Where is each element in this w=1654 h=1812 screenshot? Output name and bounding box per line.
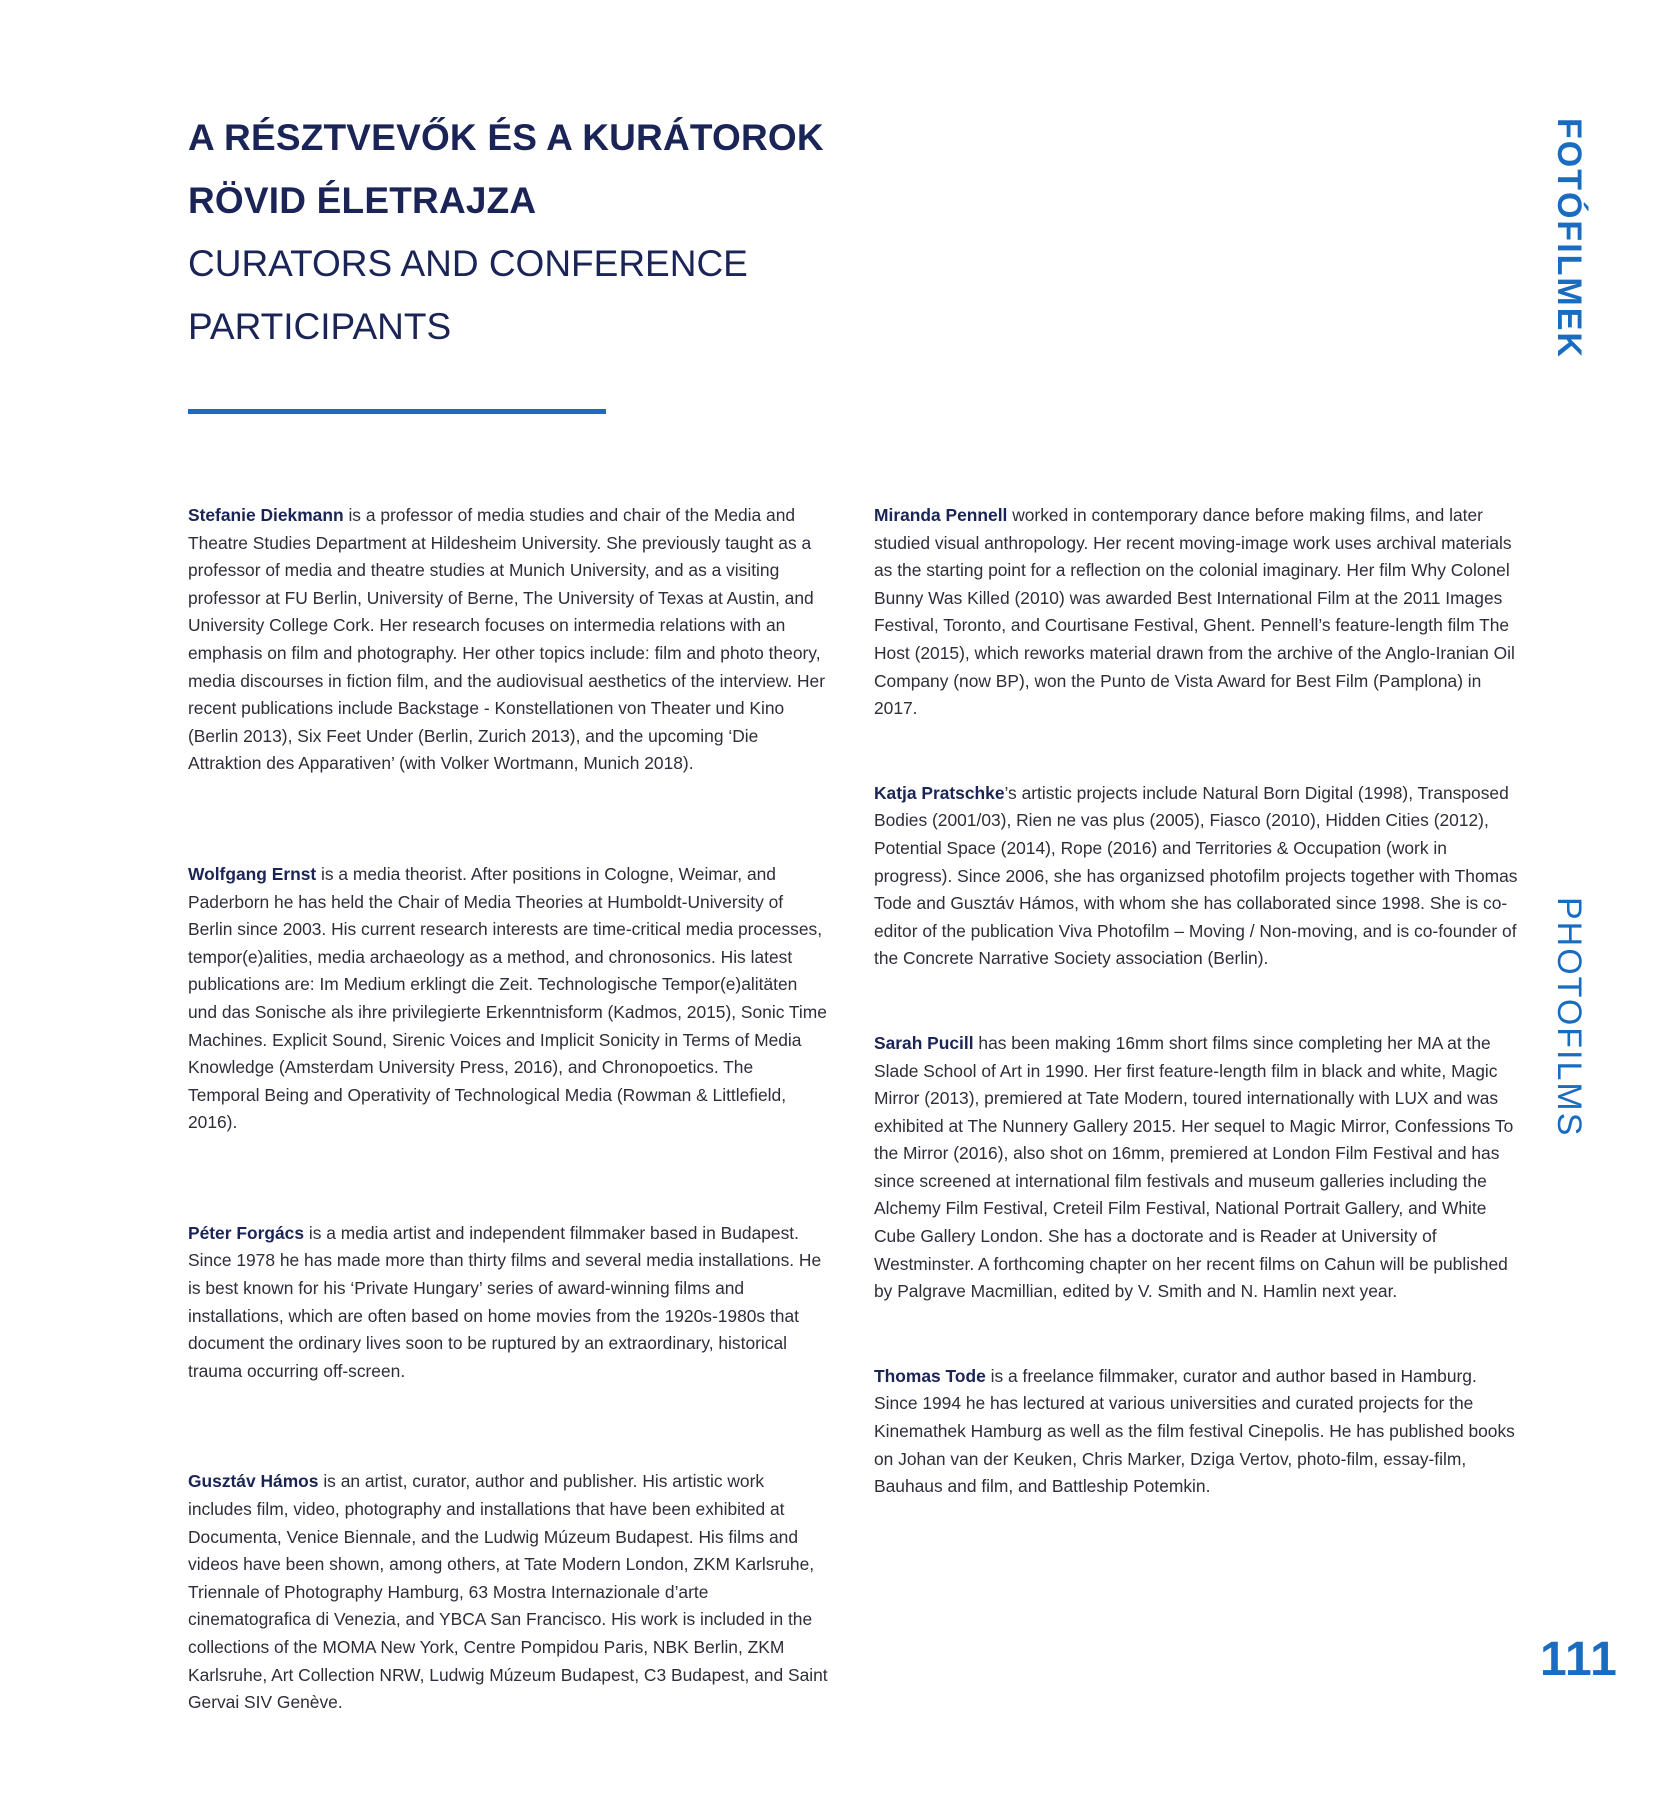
bio-katja-pratschke [874, 780, 1522, 973]
bio-name: Miranda Pennell [874, 505, 1008, 525]
bio-text: is a media artist and independent filmmaker based in Budapest. Since 1978 he has made more than thirty films and several media installations. He is best known for his ‘Private Hungary’ series of award-winning films and installations, which are often based on home movies from the 1920s-1980s that document the ordinary lives soon to be ruptured by an extraordinary, historical trauma occurring off-screen. [188, 1222, 822, 1381]
section-label-english: PHOTOFILMS [1550, 897, 1588, 1138]
title-en-line-2: PARTICIPANTS [188, 306, 452, 347]
bio-name: Sarah Pucill [874, 1032, 974, 1053]
bio-text: is an artist, curator, author and publisher. His artistic work includes film, video, photography and installations that have been exhibited at Documenta, Venice Biennale, and the Ludwig Múzeum Budapest. His films and videos have been shown, among others, at Tate Modern London, ZKM Karlsruhe, Triennale of Photography Hamburg, 63 Mostra Internazionale d’arte cinematografica di Venezia, and YBCA San Francisco. His work is included in the collections of the MOMA New York, Centre Pompidou Paris, NBK Berlin, ZKM Karlsruhe, Art Collection NRW, Ludwig Múzeum Budapest, C3 Budapest, and Saint Gervai SIV Genève. [188, 1471, 828, 1713]
bio-text: has been making 16mm short films since completing her MA at the Slade School of Art in 1990. Her first feature-length film in black and white, Magic Mirror (2013), premiered at Tate Modern, toured internationally with LUX and was exhibited at The Nunnery Gallery 2015. Her sequel to Magic Mirror, Confessions To the Mirror (2016), also shot on 16mm, premiered at London Film Festival and has since screened at international film festivals and museum galleries including the Alchemy Film Festival, Creteil Film Festival, National Portrait Gallery, and White Cube Gallery London. She has a doctorate and is Reader at University of Westminster. A forthcoming chapter on her recent films on Cahun will be published by Palgrave Macmillian, edited by V. Smith and N. Hamlin next year. [874, 1032, 1514, 1302]
title-hu-line-2: RÖVID ÉLETRAJZA [188, 180, 537, 221]
bio-name: Wolfgang Ernst [188, 863, 317, 884]
title-hu-line-1: A RÉSZTVEVŐK ÉS A KURÁTOROK [188, 117, 824, 158]
bio-name: Gusztáv Hámos [188, 1471, 319, 1492]
bio-text: is a freelance filmmaker, curator and author based in Hamburg. Since 1994 he has lectured at various universities and curated projects for the Kinemathek Hamburg as well as the film festival Cinepolis. He has published books on Johan van der Keuken, Chris Marker, Dziga Vertov, photo-film, essay-film, Bauhaus and film, and Battleship Potemkin. [874, 1365, 1515, 1497]
bio-peter-forgacs [188, 1220, 828, 1386]
bio-thomas-tode [874, 1363, 1522, 1501]
bio-name: Thomas Tode [874, 1365, 986, 1386]
bio-name: Péter Forgács [188, 1222, 304, 1243]
section-label-hungarian: FOTÓFILMEK [1550, 118, 1588, 359]
bio-text: ’s artistic projects include Natural Born Digital (1998), Transposed Bodies (2001/03), Rien ne vas plus (2005), Fiasco (2010), Hidden Cities (2012), Potential Space (2014), Rope (2016) and Territories & Occupation (work in progress). Since 2006, she has organizsed photofilm projects together with Thomas Tode and Gusztáv Hámos, with whom she has collaborated since 1998. She is co-editor of the publication Viva Photofilm – Moving / Non-moving, and is co-founder of the Concrete Narrative Society association (Berlin). [874, 782, 1518, 969]
bio-text: is a professor of media studies and chair of the Media and Theatre Studies Department at Hildesheim University. She previously taught as a professor of media and theatre studies at Munich University, and as a visiting professor at FU Berlin, University of Berne, The University of Texas at Austin, and University College Cork. Her research focuses on intermedia relations with an emphasis on film and photography. Her other topics include: film and photo theory, media discourses in fiction film, and the audiovisual aesthetics of the interview. Her recent publications include Backstage - Konstellationen von Theater und Kino (Berlin 2013), Six Feet Under (Berlin, Zurich 2013), and the upcoming ‘Die Attraktion des Apparativen’ (with Volker Wortmann, Munich 2018). [188, 505, 826, 774]
bio-sarah-pucill [874, 1030, 1522, 1306]
bio-wolfgang-ernst [188, 861, 828, 1137]
bio-name: Stefanie Diekmann [188, 505, 344, 525]
title-en-line-1: CURATORS AND CONFERENCE [188, 243, 748, 284]
page-number: 111 [1540, 1633, 1618, 1686]
page-title-english [188, 232, 748, 358]
bio-column-right [874, 502, 1522, 1501]
title-divider [188, 409, 606, 414]
bio-miranda-pennell [874, 502, 1522, 723]
bio-column-left [188, 502, 828, 1717]
bio-gusztav-hamos [188, 1468, 828, 1716]
bio-text: worked in contemporary dance before making films, and later studied visual anthropology. Her recent moving-image work uses archival materials as the starting point for a reflection on the colonial imaginary. Her film Why Colonel Bunny Was Killed (2010) was awarded Best International Film at the 2011 Images Festival, Toronto, and Courtisane Festival, Ghent. Pennell’s feature-length film The Host (2015), which reworks material drawn from the archive of the Anglo-Iranian Oil Company (now BP), won the Punto de Vista Award for Best Film (Pamplona) in 2017. [874, 505, 1515, 719]
bio-text: is a media theorist. After positions in Cologne, Weimar, and Paderborn he has held the Chair of Media Theories at Humboldt-University of Berlin since 2003. His current research interests are time-critical media processes, tempor(e)alities, media archaeology as a method, and chronosonics. His latest publications are: Im Medium erklingt die Zeit. Technologische Tempor(e)alitäten und das Sonische als ihre privilegierte Erkenntnisform (Kadmos, 2015), Sonic Time Machines. Explicit Sound, Sirenic Voices and Implicit Sonicity in Terms of Media Knowledge (Amsterdam University Press, 2016), and Chronopoetics. The Temporal Being and Operativity of Technological Media (Rowman & Littlefield, 2016). [188, 863, 827, 1133]
bio-stefanie-diekmann [188, 502, 828, 778]
page-title-hungarian [188, 106, 824, 232]
bio-name: Katja Pratschke [874, 782, 1005, 803]
